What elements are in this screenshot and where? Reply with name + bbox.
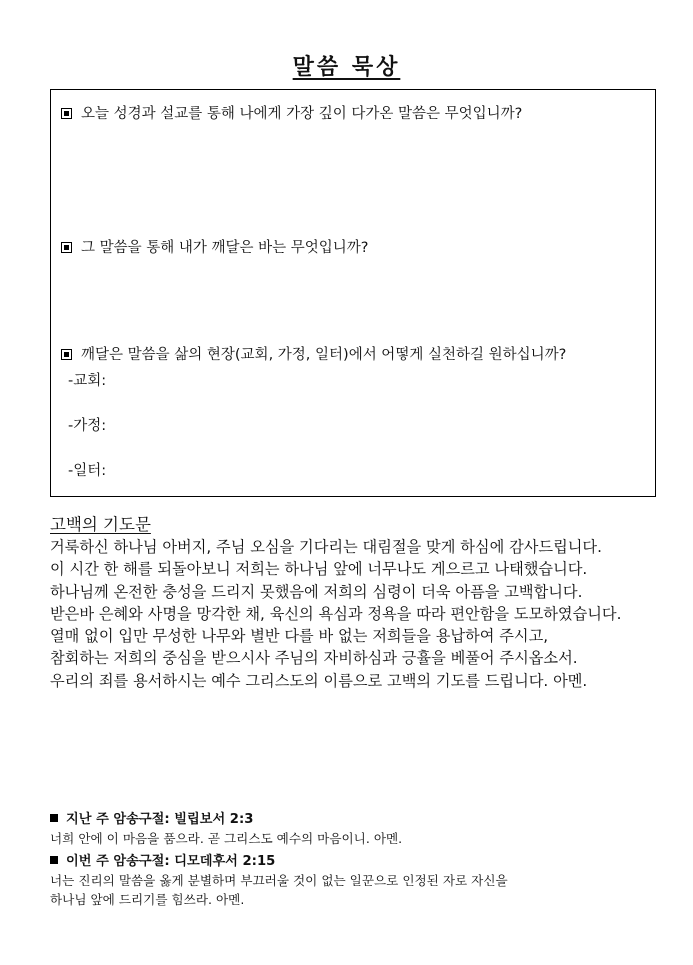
this-week-verse-heading-text: 이번 주 암송구절: 디모데후서 2:15 — [66, 854, 276, 869]
prayer-text — [50, 536, 670, 692]
question-2-text: 그 말씀을 통해 내가 깨달은 바는 무엇입니까? — [81, 240, 369, 256]
page-title-text: 말씀 묵상 — [292, 55, 401, 80]
prayer-line: 받은바 은혜와 사명을 망각한 채, 육신의 욕심과 정욕을 따라 편안함을 도모하였습니다. — [50, 604, 622, 623]
reflection-box — [50, 89, 656, 497]
this-week-verse-heading — [50, 850, 275, 869]
prayer-line: 열매 없이 입만 무성한 나무와 별반 다를 바 없는 저희들을 용납하여 주시고, — [50, 627, 549, 646]
prayer-line: 이 시간 한 해를 되돌아보니 저희는 하나님 앞에 너무나도 게으르고 나태했습니다. — [50, 560, 588, 579]
square-bullet-icon — [50, 814, 58, 822]
field-church-label: -교회: — [68, 373, 107, 389]
question-2 — [61, 236, 368, 257]
prayer-heading: 고백의 기도문 — [50, 515, 151, 534]
prayer-line: 하나님께 온전한 충성을 드리지 못했음에 저희의 심령이 더욱 아픔을 고백합니다. — [50, 582, 583, 601]
last-week-verse-text: 너희 안에 이 마음을 품으라. 곧 그리스도 예수의 마음이니. 아멘. — [50, 831, 403, 846]
question-1-text: 오늘 성경과 설교를 통해 나에게 가장 깊이 다가온 말씀은 무엇입니까? — [81, 106, 523, 122]
field-work-label: -일터: — [68, 463, 107, 479]
checkbox-bullet-icon — [61, 349, 72, 360]
checkbox-bullet-icon — [61, 242, 72, 253]
checkbox-bullet-icon — [61, 108, 72, 119]
prayer-line: 거룩하신 하나님 아버지, 주님 오심을 기다리는 대림절을 맞게 하심에 감사드립니다. — [50, 538, 602, 556]
field-home-label: -가정: — [68, 418, 107, 434]
last-week-verse-heading-text: 지난 주 암송구절: 빌립보서 2:3 — [66, 812, 254, 827]
prayer-line: 참회하는 저희의 중심을 받으시사 주님의 자비하심과 긍휼을 베풀어 주시옵소서. — [50, 649, 578, 668]
square-bullet-icon — [50, 856, 58, 864]
this-week-verse-text-line-2: 하나님 앞에 드리기를 힘쓰라. 아멘. — [50, 892, 245, 907]
last-week-verse-heading — [50, 808, 253, 827]
question-3 — [61, 343, 566, 364]
this-week-verse-text-line-1: 너는 진리의 말씀을 옳게 분별하며 부끄러울 것이 없는 일꾼으로 인정된 자로 자신을 — [50, 873, 508, 888]
question-1 — [61, 102, 522, 123]
prayer-line: 우리의 죄를 용서하시는 예수 그리스도의 이름으로 고백의 기도를 드립니다. 아멘. — [50, 671, 588, 690]
page-title — [0, 50, 693, 81]
question-3-text: 깨달은 말씀을 삶의 현장(교회, 가정, 일터)에서 어떻게 실천하길 원하십니까? — [81, 347, 567, 363]
